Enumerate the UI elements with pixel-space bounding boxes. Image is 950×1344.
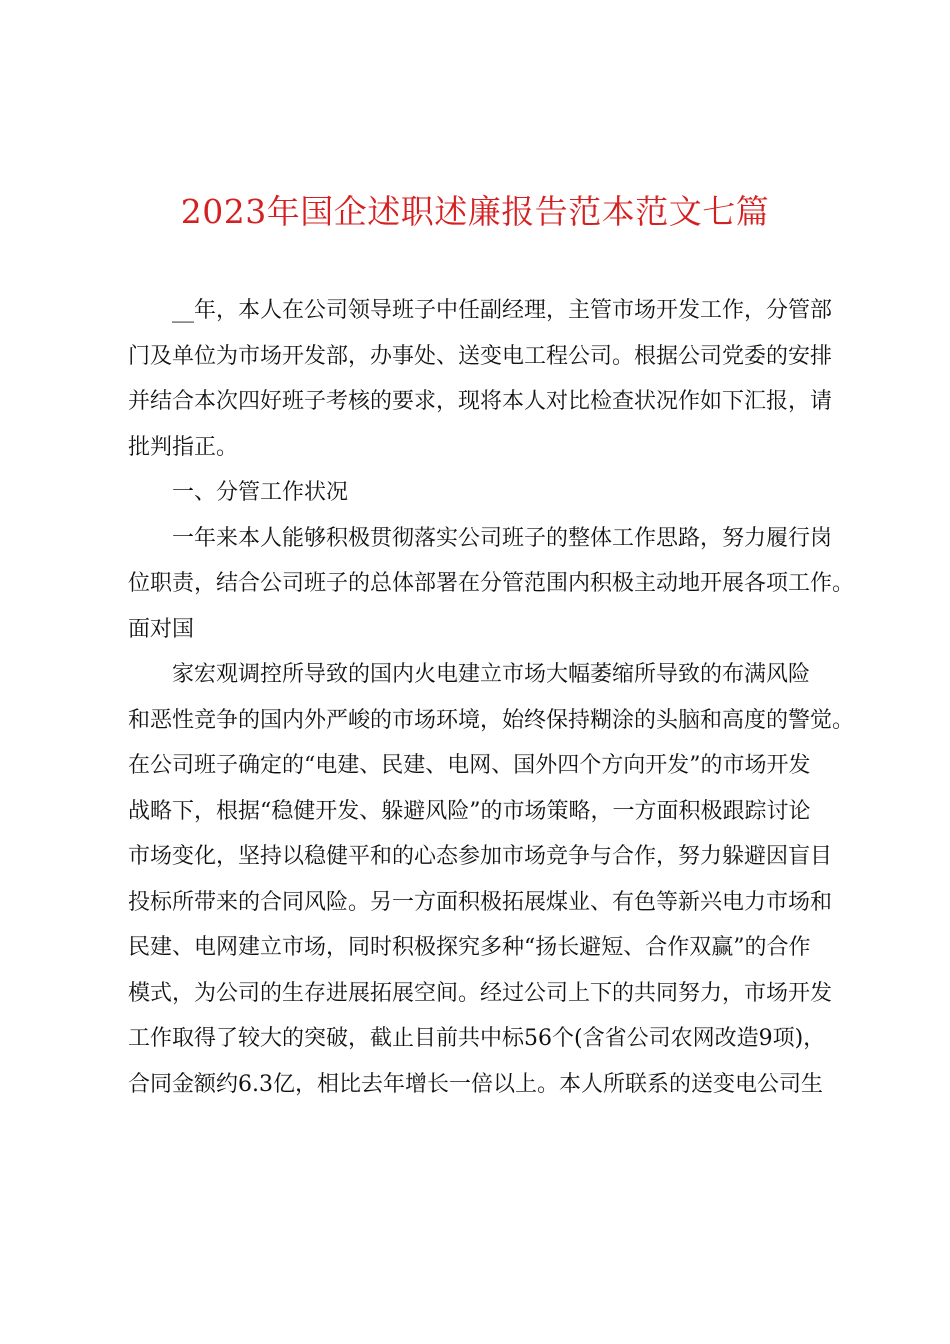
text-line: 市场变化，坚持以稳健平和的心态参加市场竞争与合作，努力躲避因盲目 <box>128 844 833 869</box>
document-body <box>128 288 855 1107</box>
paragraph-work-overview <box>128 516 855 653</box>
text-line: 模式，为公司的生存进展拓展空间。经过公司上下的共同努力，市场开发 <box>128 980 833 1006</box>
text-line: 家宏观调控所导致的国内火电建立市场大幅萎缩所导致的布满风险 <box>172 662 811 687</box>
paragraph-market-development <box>128 652 855 1107</box>
text-line: 民建、电网建立市场，同时积极探究多种“扬长避短、合作双赢”的合作 <box>128 935 811 960</box>
text-line: 合同金额约6.3亿，相比去年增长一倍以上。本人所联系的送变电公司生 <box>128 1071 823 1097</box>
section-heading <box>128 470 828 516</box>
text-line: 批判指正。 <box>128 434 239 460</box>
text-line: 和恶性竞争的国内外严峻的市场环境，始终保持糊涂的头脑和高度的警觉。 <box>128 707 855 733</box>
text-line: 门及单位为市场开发部，办事处、送变电工程公司。根据公司党委的安排 <box>128 343 833 369</box>
text-line: 位职责，结合公司班子的总体部署在分管范围内积极主动地开展各项工作。 <box>128 571 855 596</box>
text-line: 并结合本次四好班子考核的要求，现将本人对比检查状况作如下汇报，请 <box>128 389 833 414</box>
text-line: 战略下，根据“稳健开发、躲避风险”的市场策略，一方面积极跟踪讨论 <box>128 798 811 824</box>
text-line: 投标所带来的合同风险。另一方面积极拓展煤业、有色等新兴电力市场和 <box>128 889 833 915</box>
text-line: 工作取得了较大的突破，截止目前共中标56个(含省公司农网改造9项)， <box>128 1026 826 1051</box>
text-line: 在公司班子确定的“电建、民建、电网、国外四个方向开发”的市场开发 <box>128 753 811 778</box>
text-line: 面对国 <box>128 616 195 642</box>
paragraph-intro <box>128 288 833 470</box>
text-line: 一、分管工作状况 <box>172 480 349 505</box>
text-line: __年，本人在公司领导班子中任副经理，主管市场开发工作，分管部 <box>172 298 833 323</box>
text-line: 一年来本人能够积极贯彻落实公司班子的整体工作思路，努力履行岗 <box>172 525 833 551</box>
document-title: 2023年国企述职述廉报告范本范文七篇 <box>180 192 770 231</box>
